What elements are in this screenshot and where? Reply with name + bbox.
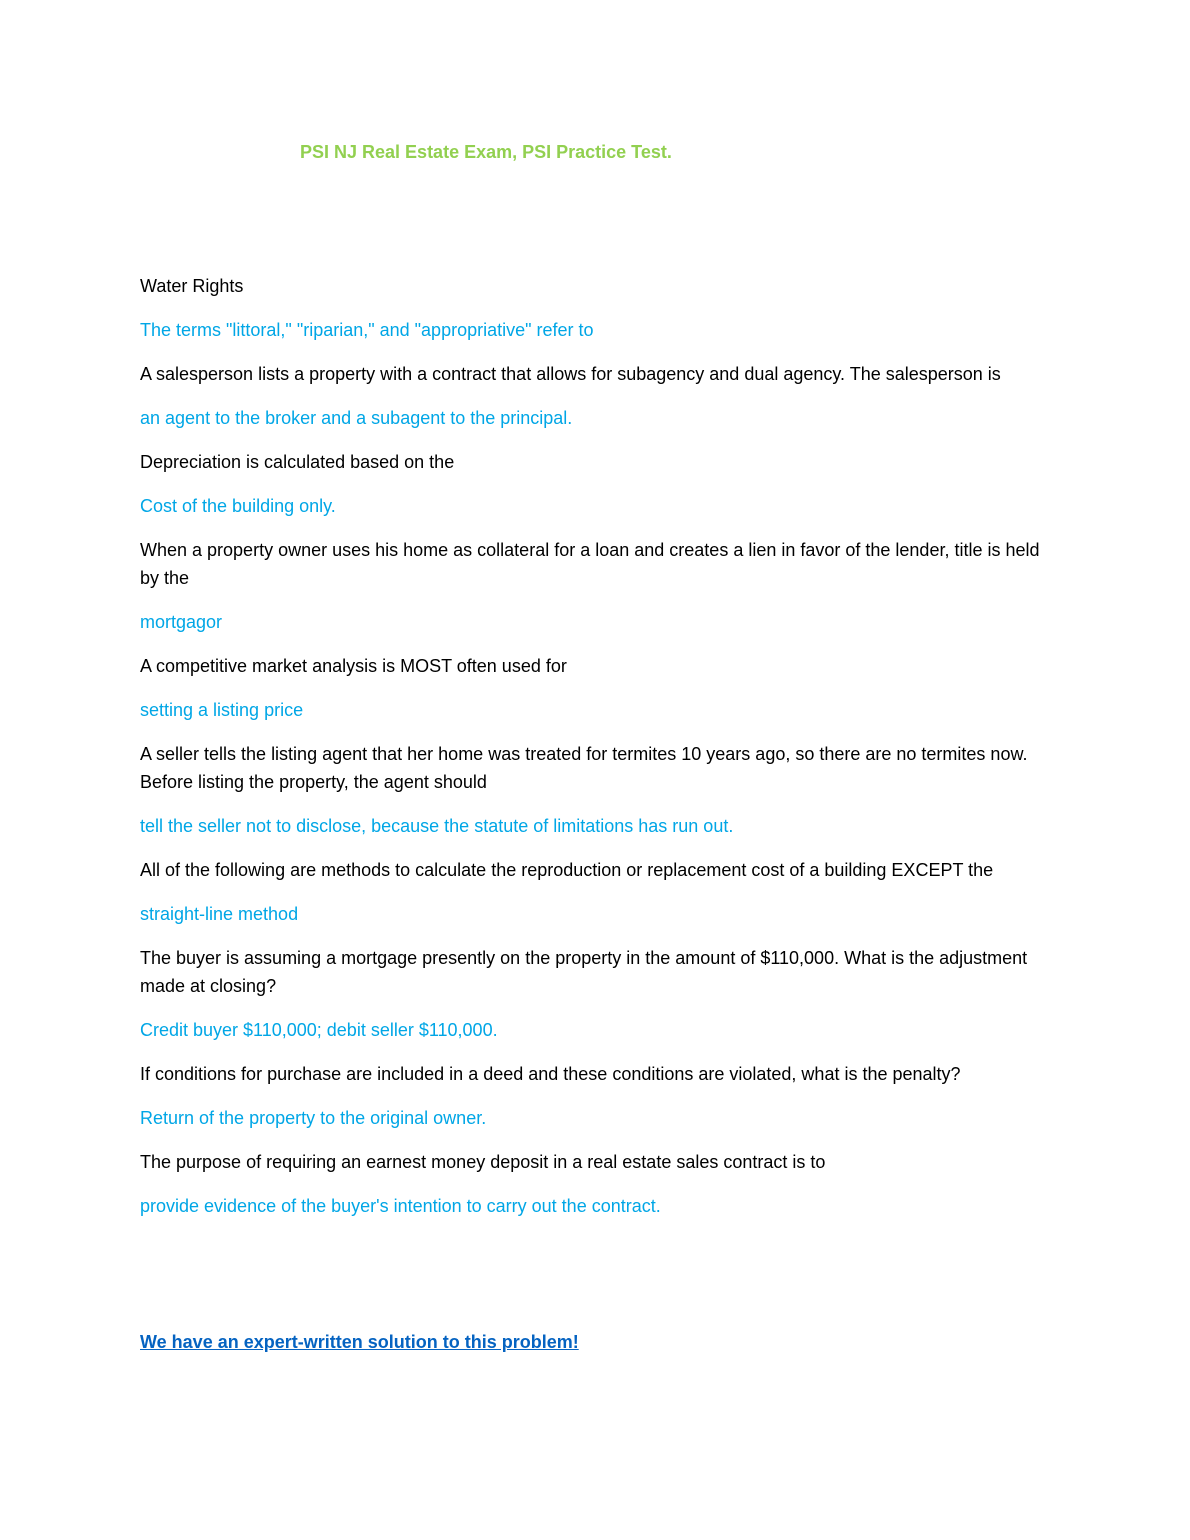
answer-text: Cost of the building only.: [140, 496, 336, 516]
question-text: The purpose of requiring an earnest money deposit in a real estate sales contract is to: [140, 1152, 826, 1172]
qa-list: [140, 272, 1055, 1236]
question-text: A salesperson lists a property with a contract that allows for subagency and dual agency. The salesperson is: [140, 364, 1001, 384]
question-text: The buyer is assuming a mortgage presently on the property in the amount of $110,000. What is the adjustment made at closing?: [140, 948, 1028, 996]
answer-text: straight-line method: [140, 904, 299, 924]
answer-text: setting a listing price: [140, 700, 304, 720]
answer-text: The terms "littoral," "riparian," and "appropriative" refer to: [140, 320, 594, 340]
question-text: If conditions for purchase are included in a deed and these conditions are violated, what is the penalty?: [140, 1064, 961, 1084]
question-text: All of the following are methods to calculate the reproduction or replacement cost of a building EXCEPT the: [140, 860, 994, 880]
answer-text: Return of the property to the original owner.: [140, 1108, 487, 1128]
answer-text: an agent to the broker and a subagent to the principal.: [140, 408, 573, 428]
question-text: A seller tells the listing agent that her home was treated for termites 10 years ago, so there are no termites now. Before listing the property, the agent should: [140, 744, 1028, 792]
question-text: When a property owner uses his home as collateral for a loan and creates a lien in favor of the lender, title is held by the: [140, 540, 1040, 588]
answer-text: Credit buyer $110,000; debit seller $110,000.: [140, 1020, 498, 1040]
question-text: Water Rights: [140, 276, 244, 296]
expert-solution-link[interactable]: We have an expert-written solution to this problem!: [140, 1332, 579, 1352]
page-title: PSI NJ Real Estate Exam, PSI Practice Test.: [300, 142, 672, 162]
question-text: A competitive market analysis is MOST often used for: [140, 656, 567, 676]
answer-text: mortgagor: [140, 612, 223, 632]
answer-text: provide evidence of the buyer's intention to carry out the contract.: [140, 1196, 661, 1216]
answer-text: tell the seller not to disclose, because the statute of limitations has run out.: [140, 816, 734, 836]
question-text: Depreciation is calculated based on the: [140, 452, 455, 472]
